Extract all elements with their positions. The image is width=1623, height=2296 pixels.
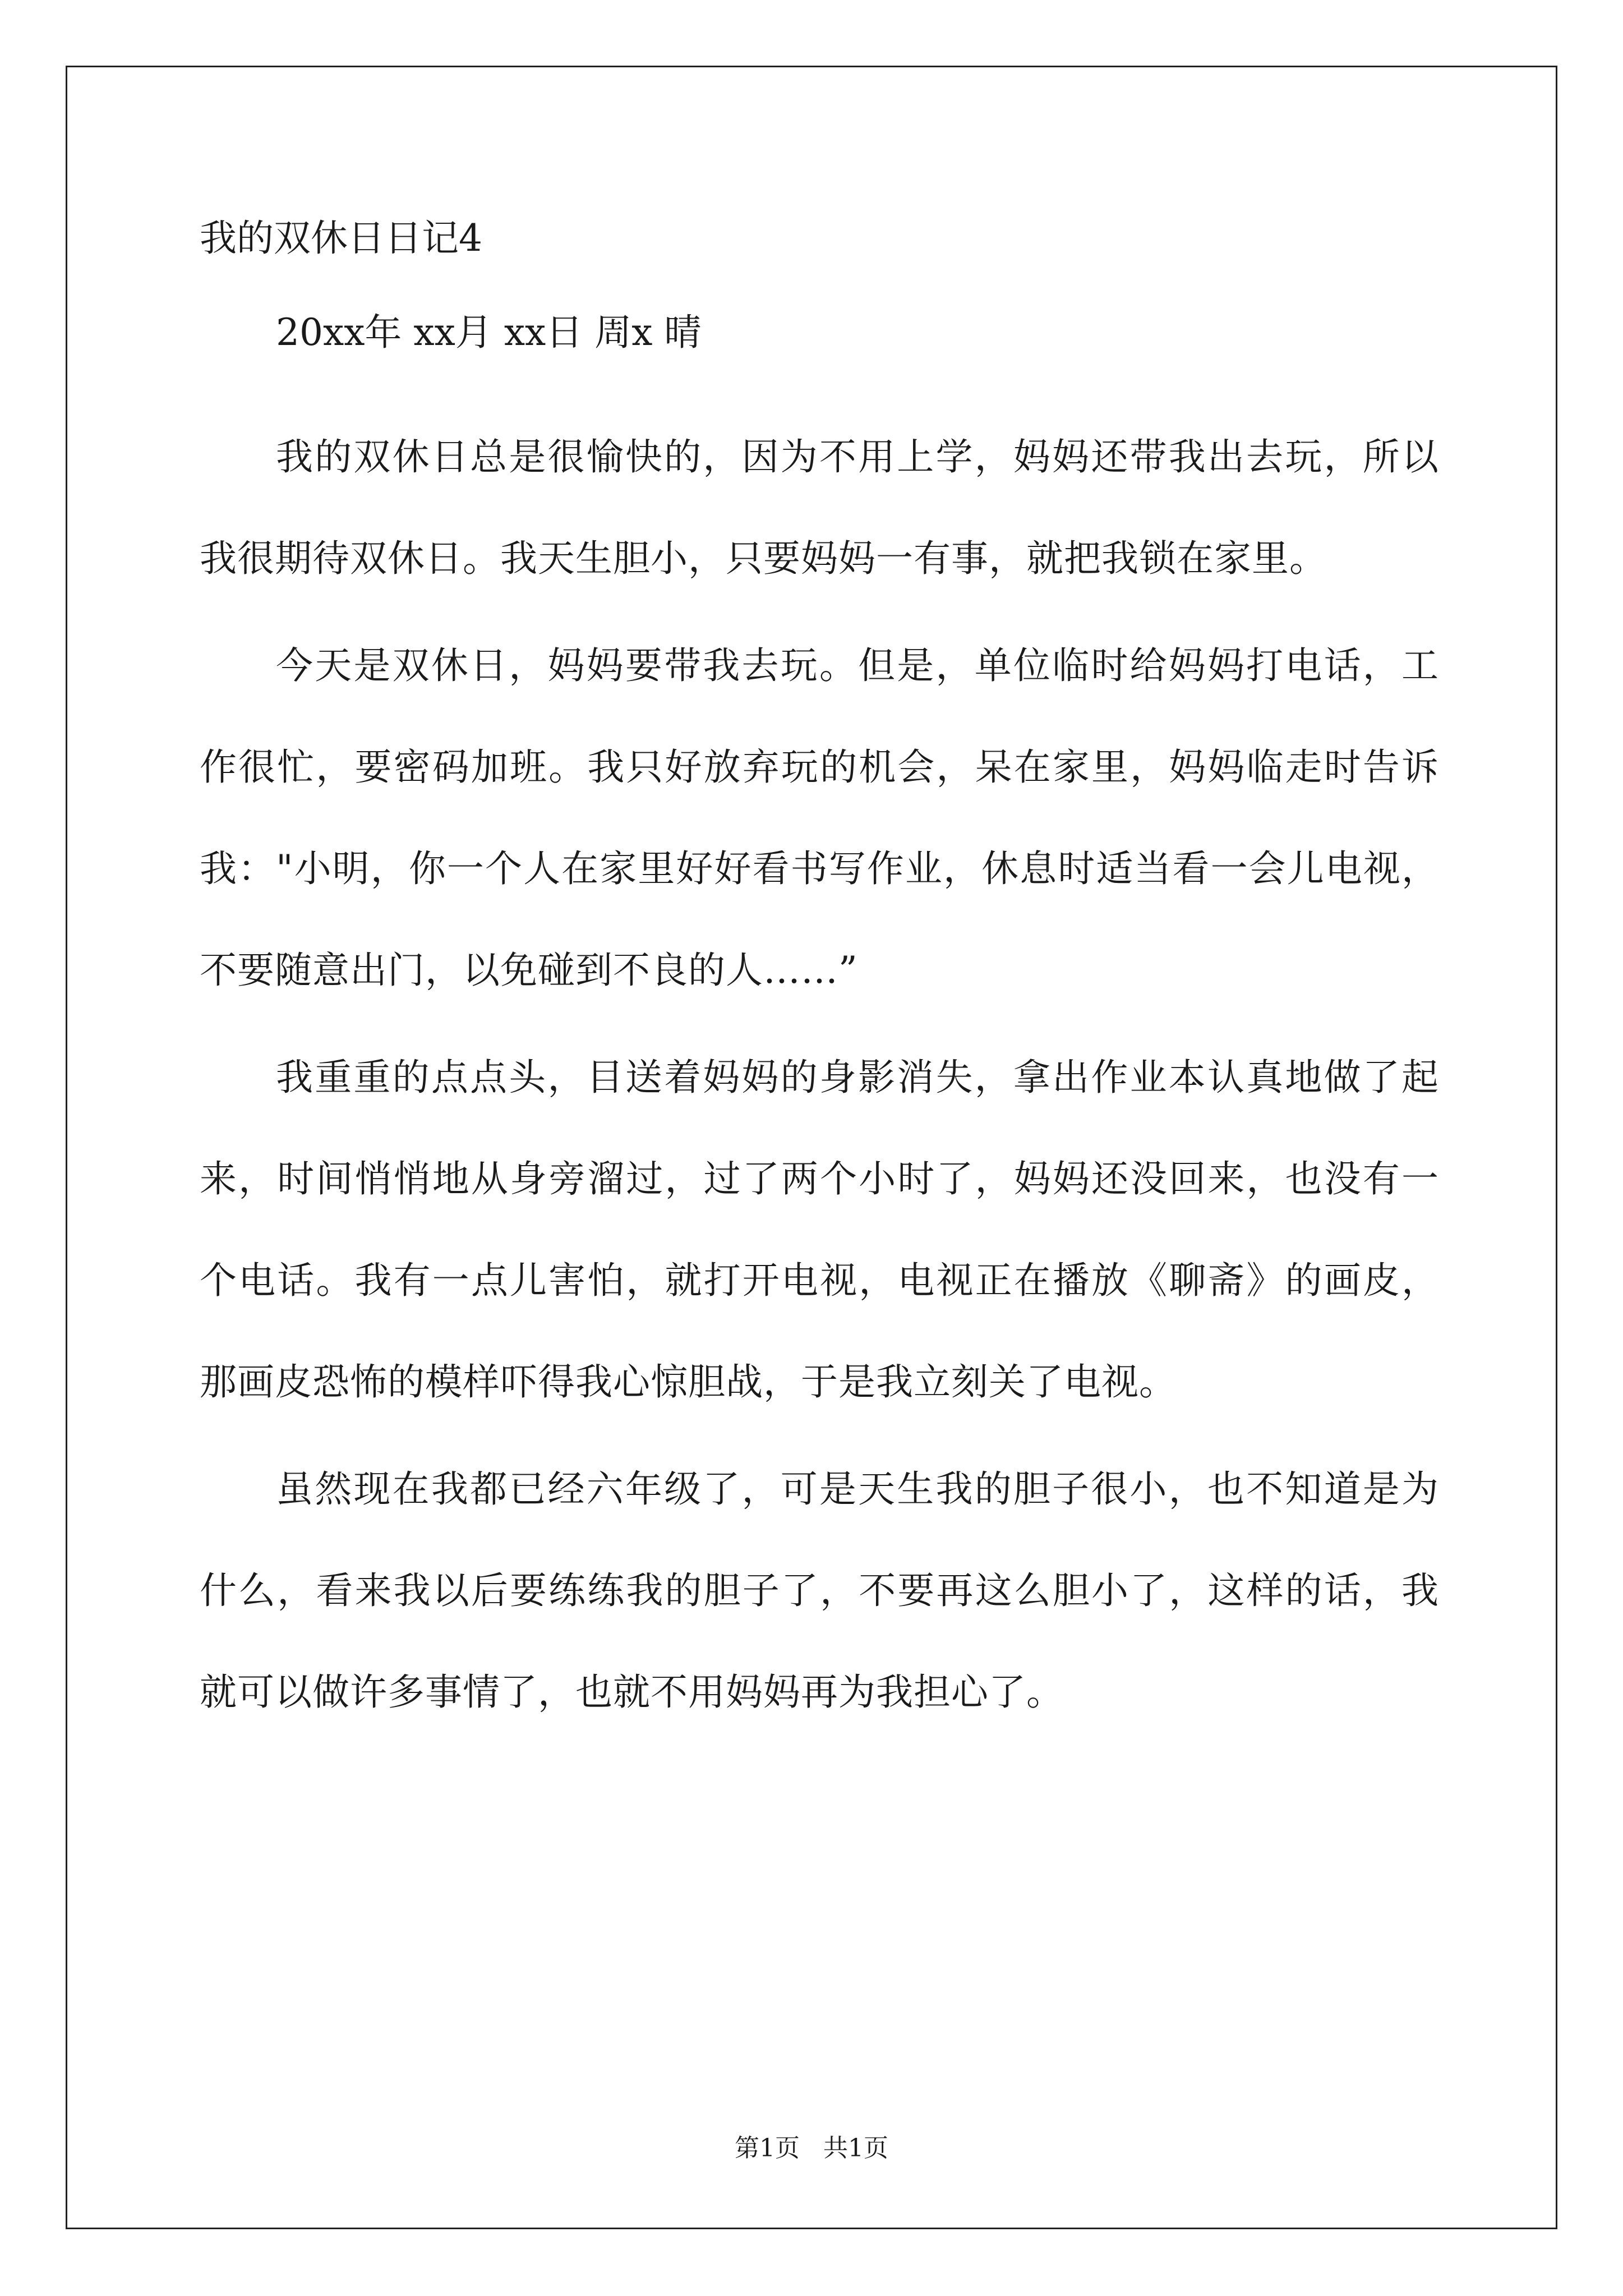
paragraph-3: 我重重的点点头，目送着妈妈的身影消失，拿出作业本认真地做了起来，时间悄悄地从身旁溜过，过了两个小时了，妈妈还没回来，也没有一个电话。我有一点儿害怕，就打开电视，电视正在播放《聊斋》的画皮，那画皮恐怖的模样吓得我心惊胆战，于是我立刻关了电视。 xyxy=(200,1056,1439,1404)
paragraph-2: 今天是双休日，妈妈要带我去玩。但是，单位临时给妈妈打电话，工作很忙，要密码加班。我只好放弃玩的机会，呆在家里，妈妈临走时告诉我："小明，你一个人在家里好好看书写作业，休息时适当看一会儿电视，不要随意出门，以免碰到不良的人……” xyxy=(200,644,1439,992)
document-title: 我的双休日日记4 xyxy=(200,217,482,260)
paragraph-1: 我的双休日总是很愉快的，因为不用上学，妈妈还带我出去玩，所以我很期待双休日。我天生胆小，只要妈妈一有事，就把我锁在家里。 xyxy=(200,435,1439,580)
paragraph-4: 虽然现在我都已经六年级了，可是天生我的胆子很小，也不知道是为什么，看来我以后要练练我的胆子了，不要再这么胆小了，这样的话，我就可以做许多事情了，也就不用妈妈再为我担心了。 xyxy=(200,1467,1439,1714)
document-body xyxy=(200,213,1439,1743)
page-footer: 第1页 共1页 xyxy=(735,2134,888,2162)
date-line: 20xx年 xx月 xx日 周x 晴 xyxy=(276,311,702,354)
